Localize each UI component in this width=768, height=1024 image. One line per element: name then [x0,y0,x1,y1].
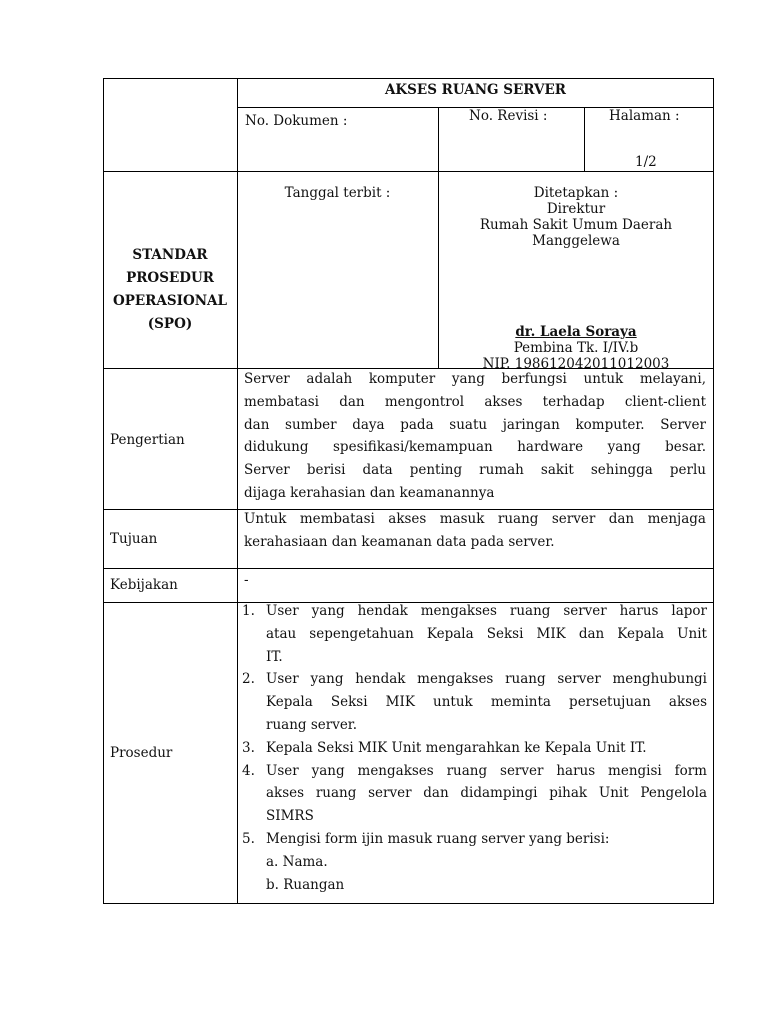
document-title: AKSES RUANG SERVER [384,82,567,98]
prosedur-item-3: 3. Kepala Seksi MIK Unit mengarahkan ke Kepala Unit IT. [242,739,647,756]
prosedur-item-4: 4. User yang mengakses ruang server harus mengisi form [242,762,707,779]
halaman-value: 1/2 [635,154,657,170]
tanggal-terbit-label: Tanggal terbit : [284,185,391,201]
pengertian-line: Server adalah komputer yang berfungsi untuk melayani, [244,371,706,387]
tujuan-line: Untuk membatasi akses masuk ruang server dan menjaga [244,511,706,527]
instansi-line-2: Manggelewa [532,233,620,249]
spo-line-4: (SPO) [147,316,193,332]
table-border-bottom [103,903,714,904]
prosedur-item-2-cont: Kepala Seksi MIK untuk meminta persetujuan akses [266,694,707,711]
spo-line-1: STANDAR [132,247,208,263]
spo-document [103,78,714,904]
instansi-line-1: Rumah Sakit Umum Daerah [479,217,673,233]
prosedur-item-4-cont: SIMRS [266,808,314,825]
kebijakan-label: Kebijakan [110,577,178,593]
kebijakan-value: - [244,572,249,588]
jabatan-direktur: Direktur [546,201,606,217]
pengertian-line: didukung spesifikasi/kemampuan hardware yang besar. [244,439,706,456]
tujuan-bottom-divider [103,568,714,569]
pengertian-label: Pengertian [110,432,185,448]
nip-pejabat: NIP. 198612042011012003 [482,356,670,372]
prosedur-label: Prosedur [110,745,173,761]
spo-line-2: PROSEDUR [126,270,214,286]
prosedur-item-2: 2. User yang hendak mengakses ruang server menghubungi [242,671,707,688]
pengertian-text [244,368,706,505]
halaman-label: Halaman : [609,108,680,124]
prosedur-item-4-cont: akses ruang server dan didampingi pihak Unit Pengelola [266,785,707,802]
tujuan-text [244,508,706,554]
pengertian-line: dijaga kerahasian dan keamanannya [244,484,495,501]
tujuan-line: kerahasiaan dan keamanan data pada server. [244,533,555,550]
ditetapkan-label: Ditetapkan : [533,185,619,201]
no-dokumen-label: No. Dokumen : [245,113,348,129]
prosedur-item-1: 1. User yang hendak mengakses ruang server harus lapor [242,603,707,619]
pengertian-line: dan sumber daya pada suatu jaringan komputer. Server [244,416,706,433]
table-border-top [103,78,714,79]
spo-line-3: OPERASIONAL [112,293,228,309]
tujuan-label: Tujuan [110,531,158,547]
prosedur-item-1-cont: IT. [266,648,283,665]
header-bottom-divider [103,171,714,172]
label-column-divider [237,78,238,904]
prosedur-item-1-cont: atau sepengetahuan Kepala Seksi MIK dan Kepala Unit [266,625,707,642]
prosedur-item-5: 5. Mengisi form ijin masuk ruang server yang berisi: [242,830,610,847]
dokumen-revisi-divider [438,107,439,171]
no-revisi-label: No. Revisi : [469,108,548,124]
spo-label [103,244,237,336]
prosedur-item-2-cont: ruang server. [266,716,358,733]
pengertian-line: membatasi dan mengontrol akses terhadap client-client [244,393,706,410]
prosedur-list [242,600,707,896]
pengertian-line: Server berisi data penting rumah sakit sehingga perlu [244,462,706,479]
revisi-halaman-divider [584,107,585,171]
prosedur-sub-item: b. Ruangan [266,876,345,893]
pangkat-pejabat: Pembina Tk. I/IV.b [513,340,639,356]
nama-pejabat: dr. Laela Soraya [515,324,637,340]
prosedur-sub-item: a. Nama. [266,853,328,870]
table-border-left [103,78,104,904]
